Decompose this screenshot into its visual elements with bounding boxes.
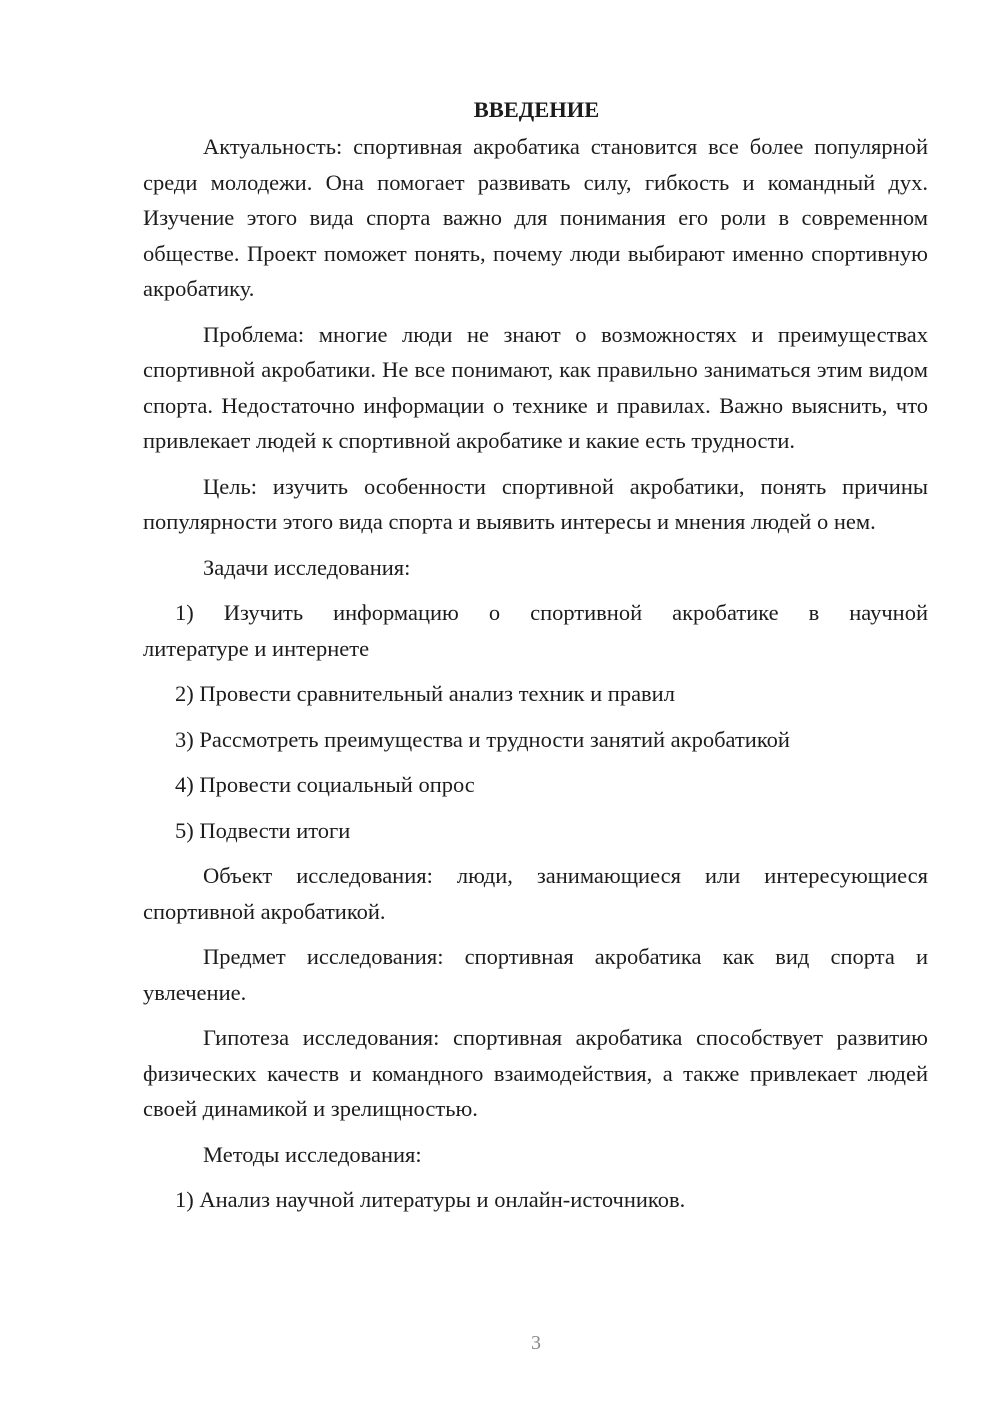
task-item-1-line-2: литературе и интернете: [143, 635, 370, 661]
page-number: 3: [531, 1332, 541, 1354]
methods-heading: Методы исследования:: [203, 1141, 422, 1167]
task-item-1: [143, 595, 928, 666]
subject-paragraph: Предмет исследования: спортивная акробатика как вид спорта и увлечение.: [143, 944, 928, 1005]
task-item-3: 3) Рассмотреть преимущества и трудности занятий акробатикой: [175, 726, 790, 752]
relevance-paragraph: Актуальность: спортивная акробатика становится все более популярной среди молодежи. Она помогает развивать силу, гибкость и командный дух. Изучение этого вида спорта важно для понимания его роли в современном обществе. Проект поможет понять, почему люди выбирают именно спортивную акробатику.: [143, 134, 928, 301]
object-paragraph: Объект исследования: люди, занимающиеся или интересующиеся спортивной акробатикой.: [143, 863, 928, 924]
tasks-heading: Задачи исследования:: [203, 554, 411, 580]
page-title: ВВЕДЕНИЕ: [473, 97, 600, 122]
task-item-5: 5) Подвести итоги: [175, 817, 351, 843]
document-page: [143, 92, 928, 1228]
hypothesis-paragraph: Гипотеза исследования: спортивная акробатика способствует развитию физических качеств и командного взаимодействия, а также привлекает людей своей динамикой и зрелищностью.: [143, 1025, 928, 1121]
task-item-4: 4) Провести социальный опрос: [175, 772, 475, 797]
problem-paragraph: Проблема: многие люди не знают о возможностях и преимуществах спортивной акробатики. Не все понимают, как правильно заниматься этим видом спорта. Недостаточно информации о технике и правилах. Важно выяснить, что привлекает людей к спортивной акробатике и какие есть трудности.: [143, 321, 928, 453]
method-item-1: 1) Анализ научной литературы и онлайн-источников.: [175, 1187, 686, 1212]
task-item-2: 2) Провести сравнительный анализ техник и правил: [175, 681, 675, 706]
goal-paragraph: Цель: изучить особенности спортивной акробатики, понять причины популярности этого вида спорта и выявить интересы и мнения людей о нем.: [143, 473, 928, 534]
task-item-1-line-1: 1) Изучить информацию о спортивной акробатике в научной: [175, 600, 928, 625]
